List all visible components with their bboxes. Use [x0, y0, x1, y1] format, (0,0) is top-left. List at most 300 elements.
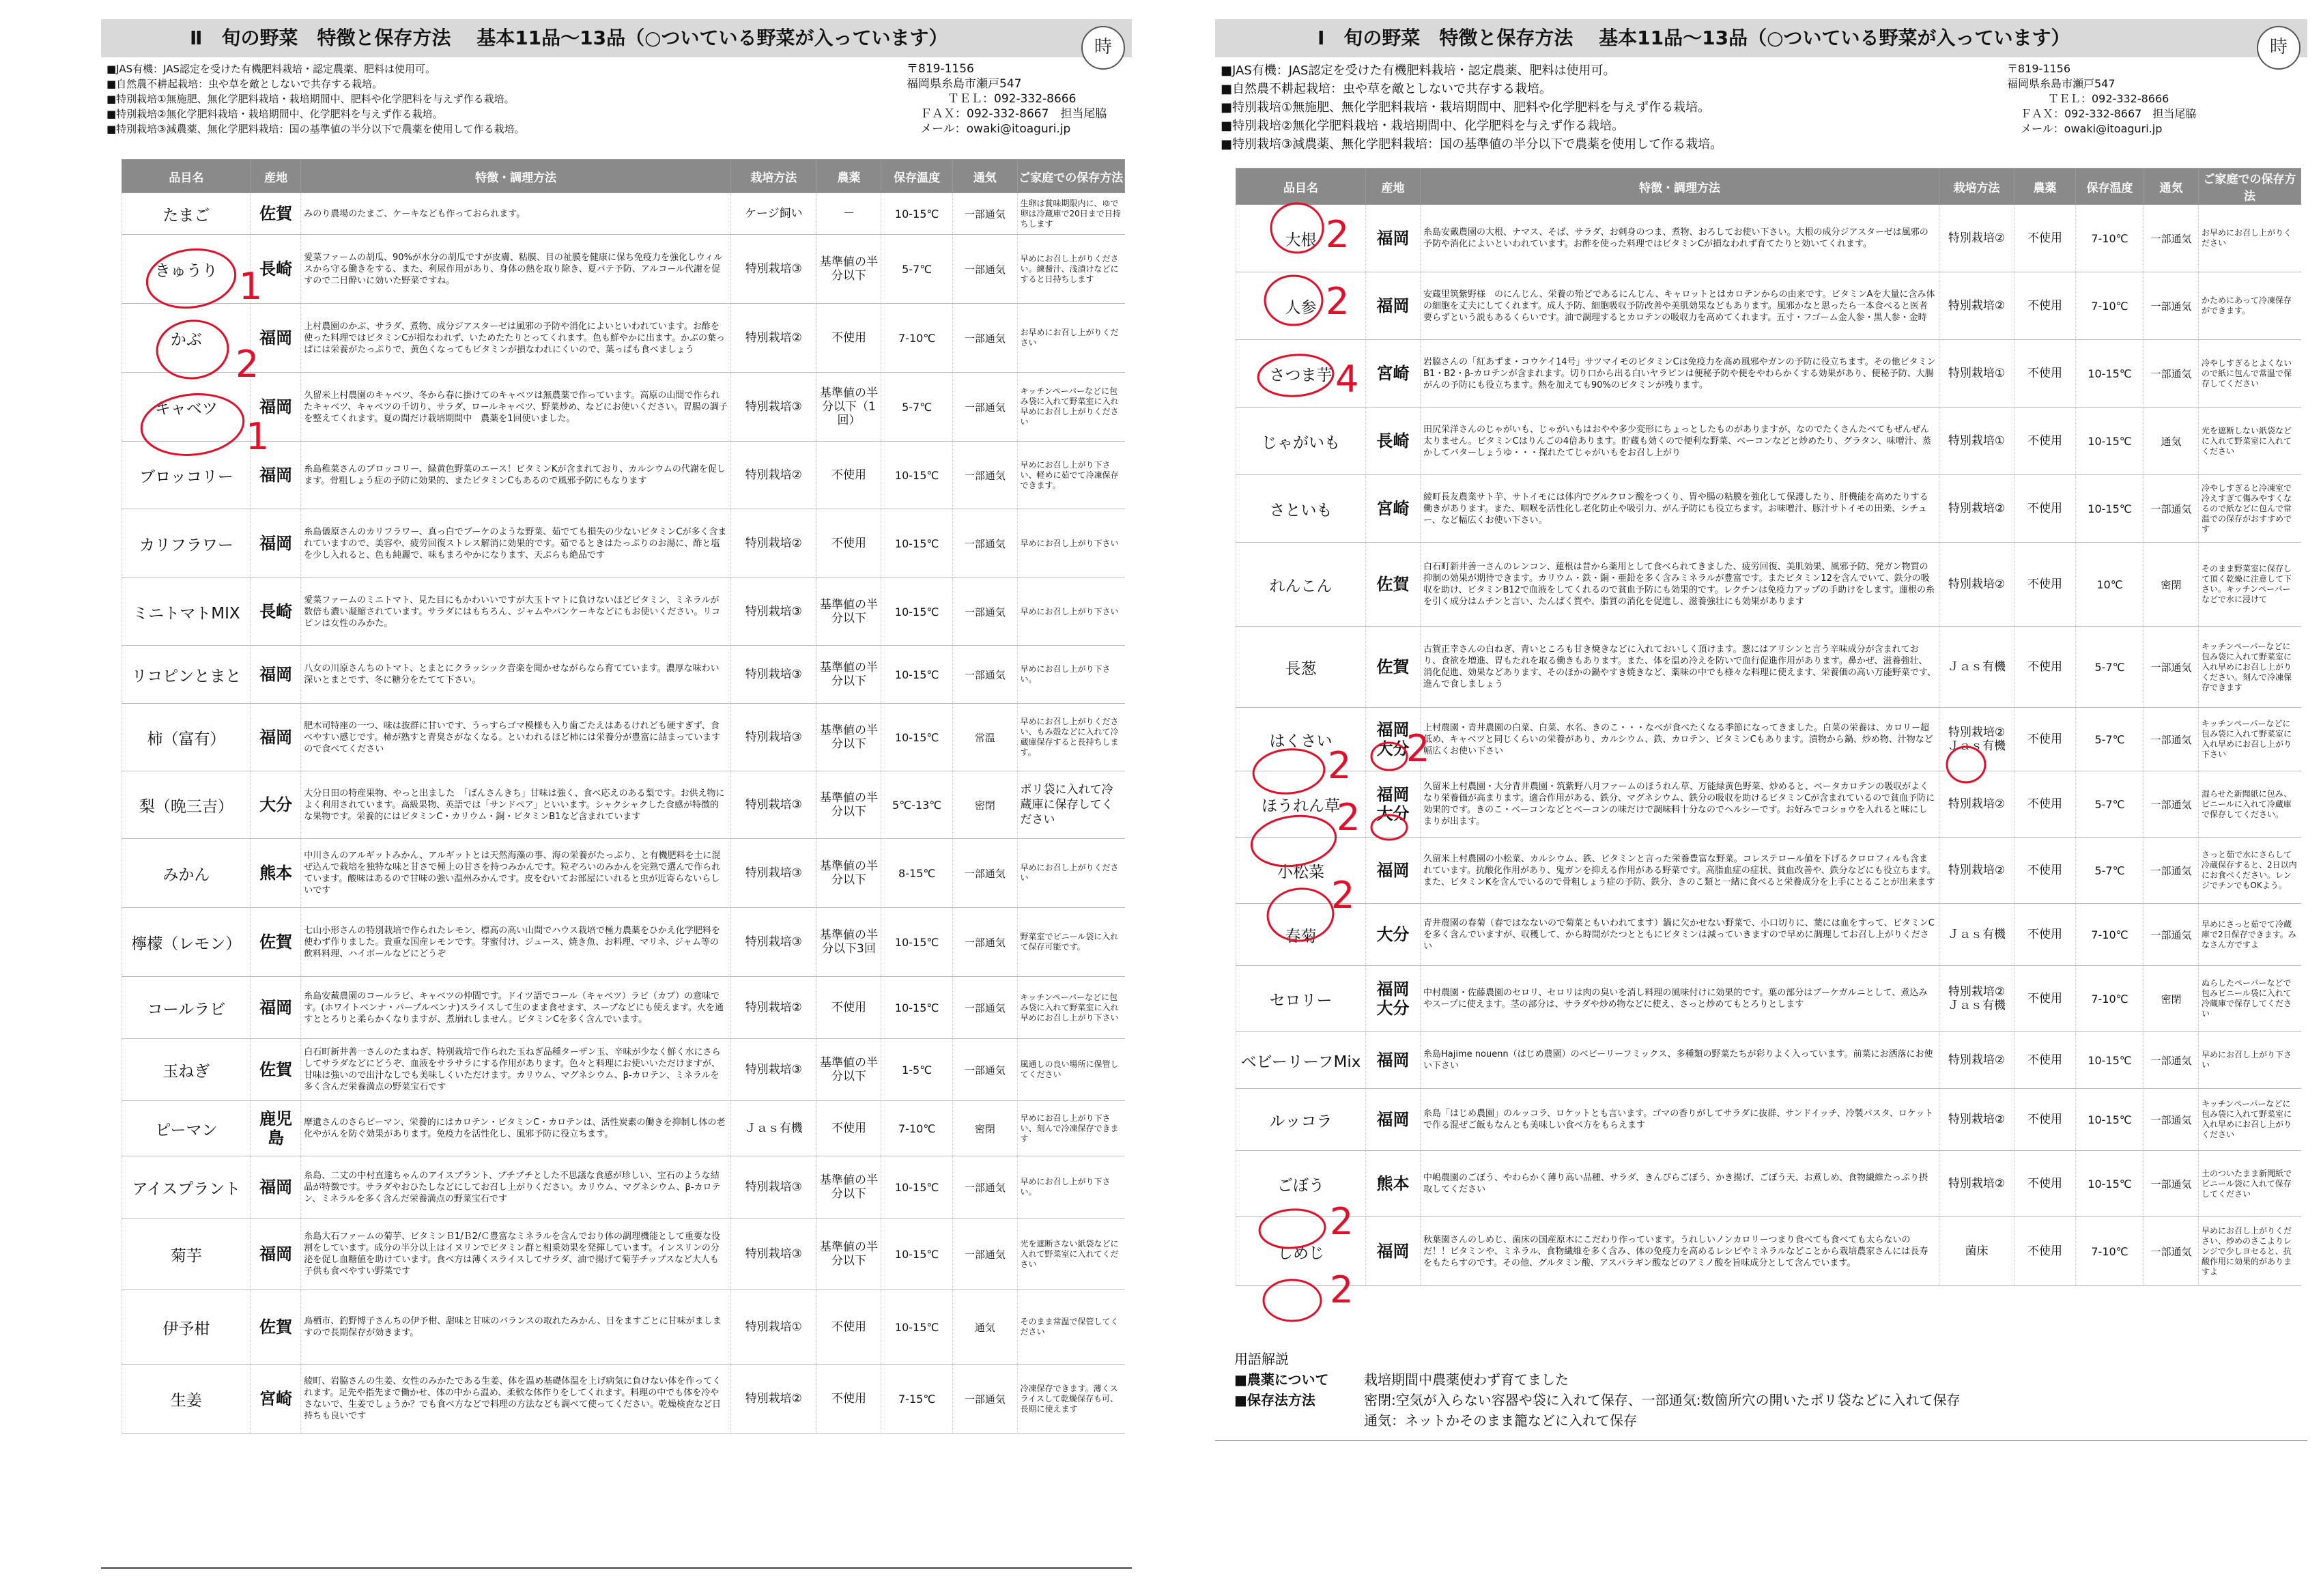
item-origin: 福岡	[1366, 1089, 1421, 1151]
item-cultivation: 特別栽培③	[730, 908, 816, 977]
table-row	[1236, 340, 2301, 408]
item-ventilation: 一部通気	[953, 235, 1017, 304]
person: 担当尾脇	[1060, 107, 1107, 121]
header-temp: 保存温度	[881, 160, 953, 193]
item-pesticide: 不使用	[2014, 708, 2076, 771]
item-ventilation: 一部通気	[2144, 1089, 2199, 1151]
item-ventilation: 密閉	[2144, 966, 2199, 1032]
item-pesticide: 基準値の半分以下（1回）	[816, 373, 881, 442]
item-home-storage: 早めにお召し上がり下さい	[1017, 578, 1124, 646]
item-name: アイスプラント	[122, 1156, 251, 1219]
item-origin: 福岡	[251, 1156, 300, 1219]
item-storage-temp: 10-15℃	[2076, 340, 2144, 408]
item-cultivation: 特別栽培①	[730, 1290, 816, 1365]
address: 福岡県糸島市瀬戸547	[2007, 77, 2116, 90]
item-description: 綾町、岩脇さんの生姜、女性のみかたである生姜、体を温め基礎体温を上げ病気に負けない体を作ってくれます。足先や指先まで働かせ、体の中から温め、柔軟な体作りをしてくれます。料理の中でも体を冷やさないで、生姜でしょうか？でも食べ方などで料理の方法なども調べて使ってください。乾燥検査など日持ちも良いです	[301, 1365, 731, 1434]
item-name: 生姜	[122, 1365, 251, 1434]
item-storage-temp: 1-5℃	[881, 1039, 953, 1101]
item-ventilation: 密閉	[953, 771, 1017, 839]
hand-count: 1	[246, 415, 270, 458]
glossary-text: 密閉:空気が入らない容器や袋に入れて保存、一部通気:数箇所穴の開いたポリ袋などに入れて保存	[1364, 1392, 1961, 1408]
item-storage-temp: 5-7℃	[2076, 838, 2144, 904]
item-cultivation: Ｊａｓ有機	[730, 1101, 816, 1156]
table-row	[122, 771, 1125, 839]
item-storage-temp: 7-10℃	[2076, 205, 2144, 272]
item-ventilation: 通気	[2144, 408, 2199, 475]
item-pesticide: 基準値の半分以下	[816, 771, 881, 839]
header-name: 品目名	[122, 160, 251, 193]
item-ventilation: 一部通気	[953, 509, 1017, 578]
item-storage-temp: 7-10℃	[2076, 966, 2144, 1032]
table-row	[1236, 708, 2301, 771]
item-cultivation: 特別栽培②	[730, 977, 816, 1039]
item-description: 久留米上村農園のキャベツ、冬から春に掛けてのキャベツは無農薬で作っています。高原の山間で作られたキャベツ、キャベツの千切り、サラダ、ロールキャベツ、野菜炒め、などにお使いください。胃腸の調子を整えてくれます。夏の間だけ栽培期間中 農薬を1回使いました。	[301, 373, 731, 442]
header-cult: 栽培方法	[1939, 169, 2014, 205]
table-row	[122, 373, 1125, 442]
item-home-storage: 冷凍保存できます。薄くスライスして乾燥保存も可、長期に使えます	[1017, 1365, 1124, 1434]
item-home-storage: 早めにお召し上がりください、炒めのさこよりレンジで少しヨセると、抗酸作用に効果的がありますよ	[2199, 1217, 2301, 1286]
item-cultivation: 特別栽培②	[1939, 1032, 2014, 1089]
item-cultivation: 特別栽培②	[1939, 543, 2014, 627]
item-pesticide: 不使用	[2014, 1089, 2076, 1151]
shop-logo-icon: 時	[1081, 26, 1125, 70]
item-storage-temp: 10-15℃	[881, 1156, 953, 1219]
table-row	[122, 193, 1125, 235]
item-ventilation: 一部通気	[2144, 1032, 2199, 1089]
item-name: ブロッコリー	[122, 442, 251, 509]
item-cultivation: 特別栽培③	[730, 1039, 816, 1101]
item-origin: 鹿児島	[251, 1101, 300, 1156]
item-ventilation: 密閉	[2144, 543, 2199, 627]
header-name: 品目名	[1236, 169, 1366, 205]
item-cultivation: 特別栽培② Ｊａｓ有機	[1939, 966, 2014, 1032]
item-origin: 佐賀	[1366, 543, 1421, 627]
item-cultivation: 特別栽培③	[730, 373, 816, 442]
item-name: 大根	[1236, 205, 1366, 272]
item-storage-temp: 7-10℃	[2076, 904, 2144, 966]
item-origin: 福岡	[1366, 205, 1421, 272]
item-description: 中川さんのアルギットみかん、アルギットとは天然海藻の事、海の栄養がたっぷり、と有機肥料を土に混ぜ込んで栽培を独特な味と甘さで極上の甘さを持つみかんです。粒ぞろいのみかんを完熟で選んで作られています。酸味はあるので甘味の強い温州みかんです。皮をむいてお部屋にいれると虫が近寄らないらしいです	[301, 839, 731, 908]
item-description: 鳥栖市、釣野博子さんちの伊予柑、甜味と甘味のバランスの取れたみかん、日をますごとに甘味がましますので長期保存が効きます。	[301, 1290, 731, 1365]
item-description: みのり農場のたまご、ケーキなども作っておられます。	[301, 193, 731, 235]
item-home-storage: 風通しの良い場所に保管してください	[1017, 1039, 1124, 1101]
item-origin: 大分	[1366, 904, 1421, 966]
item-storage-temp: 7-10℃	[881, 304, 953, 373]
header-pest: 農薬	[2014, 169, 2076, 205]
header-desc: 特徴・調理方法	[301, 160, 731, 193]
item-home-storage: 土のついたまま新聞紙でビニール袋に入れて保存してください	[2199, 1151, 2301, 1217]
item-storage-temp: 10℃	[2076, 543, 2144, 627]
table-row	[1236, 1217, 2301, 1286]
item-origin: 福岡	[1366, 838, 1421, 904]
item-origin: 福岡	[1366, 272, 1421, 340]
item-ventilation: 一部通気	[953, 442, 1017, 509]
item-storage-temp: 10-15℃	[2076, 408, 2144, 475]
hand-count: 2	[1337, 796, 1361, 839]
item-pesticide: 不使用	[2014, 543, 2076, 627]
glossary-text: 栽培期間中農薬使わず育てました	[1364, 1371, 1569, 1388]
item-ventilation: 一部通気	[953, 1156, 1017, 1219]
item-name: キャベツ	[122, 373, 251, 442]
item-origin: 宮崎	[1366, 340, 1421, 408]
vegetable-table	[1236, 168, 2301, 1286]
table-row	[1236, 838, 2301, 904]
item-name: ごぼう	[1236, 1151, 1366, 1217]
item-origin: 福岡 大分	[1366, 708, 1421, 771]
table-row	[1236, 627, 2301, 708]
item-origin: 福岡	[1366, 1032, 1421, 1089]
item-pesticide: 基準値の半分以下	[816, 235, 881, 304]
item-description: 久留米上村農園の小松菜、カルシウム、鉄、ビタミンと言った栄養豊富な野菜。コレステロール値を下げるクロロフィルも含まれています。抗酸化作用があり、鬼ガンを抑える作用がある野菜です。高脂血症の症状、貧血改善や、鉄分などにも役立ちます。また、ビタミンKを含んでいるので骨粗しょう症の予防、鉄分、きのこ類と一緒に食べると栄養成分を上手にとることが出来ます	[1421, 838, 1939, 904]
hand-count: 2	[1328, 744, 1352, 787]
header-home: ご家庭での保存方法	[1017, 160, 1124, 193]
item-ventilation: 一部通気	[953, 578, 1017, 646]
item-name: 小松菜	[1236, 838, 1366, 904]
table-row	[1236, 205, 2301, 272]
item-ventilation: 一部通気	[953, 373, 1017, 442]
item-cultivation: 特別栽培② Ｊａｓ有機	[1939, 708, 2014, 771]
item-description: 八女の川原さんちのトマト、とまとにクラッシック音楽を聞かせながらなら育てています。濃厚な味わい深いとまとです、冬に糖分をたてて下さい。	[301, 646, 731, 704]
divider	[101, 1567, 1132, 1569]
item-home-storage: キッチンペーパーなどに包み袋に入れて野菜室に入れ早めにお召し上がりください	[2199, 1089, 2301, 1151]
item-description: 白石町新井善一さんのたまねぎ、特別栽培で作られた玉ねぎ品種ターザン玉、辛味が少なく鮮く水にさらしてサラダなどにどうぞ、血液をサラサラにする作用があります。色々と料理にお使いいただけますが、甘味は強いので出汁なしでも美味しくいただけます。カリウム、マグネシウム、β-カロテン、ミネラルを多く含んだ栄養満点の野菜宝石です	[301, 1039, 731, 1101]
table-row	[1236, 1089, 2301, 1151]
item-origin: 長崎	[251, 235, 300, 304]
fax-line	[2007, 106, 2196, 122]
item-name: 柿（富有）	[122, 704, 251, 771]
item-name: 長葱	[1236, 627, 1366, 708]
item-description: 糸島稚菜さんのブロッコリー、緑黄色野菜のエース！ビタミンKが含まれており、カルシウムの代謝を促します。骨粗しょう症の予防に効果的、またビタミンCもあるので風邪予防にもなります	[301, 442, 731, 509]
item-pesticide: 基準値の半分以下	[816, 839, 881, 908]
item-description: 綾町長友農業サト芋、サトイモには体内でグルクロン酸をつくり、胃や腸の粘膜を強化して保護したり、肝機能を高めたりする働きがあります。また、咽喉を活性化し老化防止や吸引力、がん予防にも役立ちます。お味噌汁、豚汁サトイモの田楽、シチュー、など幅広くお使い下さい。	[1421, 475, 1939, 543]
table-row	[1236, 904, 2301, 966]
item-cultivation: 特別栽培②	[730, 1365, 816, 1434]
item-description: 肥木司特座の一つ、味は抜群に甘いです、うっすらゴマ模様も入り歯ごたえはあるけれども硬すぎず、食べやすい感じです。柿が熟すと青臭さがなくなる。といわれるほど柿には栄養分が豊富に詰まっていますので食べてください	[301, 704, 731, 771]
item-cultivation: 特別栽培③	[730, 1219, 816, 1290]
note-line: ■特別栽培②無化学肥料栽培・栽培期間中、化学肥料を与えず作る栽培。	[1221, 119, 1625, 133]
item-storage-temp: 10-15℃	[881, 1290, 953, 1365]
table-row	[1236, 1032, 2301, 1089]
item-name: ピーマン	[122, 1101, 251, 1156]
note-line: ■JAS有機：JAS認定を受けた有機肥料栽培・認定農薬、肥料は使用可。	[1221, 63, 1616, 78]
header-origin: 産地	[1366, 169, 1421, 205]
item-ventilation: 一部通気	[953, 1219, 1017, 1290]
table-row	[122, 646, 1125, 704]
item-name: かぶ	[122, 304, 251, 373]
item-pesticide: 不使用	[2014, 340, 2076, 408]
note-line: ■特別栽培③減農薬、無化学肥料栽培：国の基準値の半分以下で農薬を使用して作る栽培。	[106, 123, 525, 135]
item-cultivation: Ｊａｓ有機	[1939, 904, 2014, 966]
item-storage-temp: 8-15℃	[881, 839, 953, 908]
item-pesticide: 不使用	[2014, 771, 2076, 838]
item-ventilation: 密閉	[953, 1101, 1017, 1156]
item-cultivation: 特別栽培③	[730, 839, 816, 908]
item-description: 糸島儀原さんのカリフラワー、真っ白でブーケのような野菜、茹でても損失の少ないビタミンCが多く含まれていますので、美容や、疲労回復ストレス解消に効果的です。茹でるときはたっぷりのお湯に、酢と塩を少し入れると、色も純麗で、味もまろやかになります、天ぷらも絶品です	[301, 509, 731, 578]
item-storage-temp: 10-15℃	[881, 578, 953, 646]
item-cultivation: 特別栽培③	[730, 1156, 816, 1219]
item-description: 上村農園・青井農園の白菜、白菜、水名、きのこ・・・なべが食べたくなる季節になってきました。白菜の栄養は、カロリー超低め、キャベツと同じくらいの栄養があり、カルシウム、鉄、カロテン、ビタミンCもあります。漬物から鍋、炒め物、汁物など幅広くお使い下さい	[1421, 708, 1939, 771]
right-sheet	[1215, 19, 2307, 1446]
item-cultivation: 特別栽培②	[1939, 838, 2014, 904]
item-cultivation: Ｊａｓ有機	[1939, 627, 2014, 708]
item-cultivation: 特別栽培②	[730, 304, 816, 373]
item-description: 糸島「はじめ農園」のルッコラ、ロケットとも言います。ゴマの香りがしてサラダに抜群、サンドイッチ、冷製パスタ、ロケットで作る混ぜご飯もなんとも美味しい食べ方をもらえます	[1421, 1089, 1939, 1151]
item-storage-temp: 7-10℃	[2076, 1217, 2144, 1286]
table-row	[122, 1101, 1125, 1156]
item-origin: 佐賀	[251, 1039, 300, 1101]
item-description: 田尻栄洋さんのじゃがいも、じゃがいもはおやや多少変形にちょっとしたものがありますが、なのでたくさんたべてもぜんぜん太りません。ビタミンCはりんごの4倍あります。貯蔵も効くので便利な野菜、ベーコンなどと炒めたり、グラタン、味噌汁、蒸かしてバターしょうゆ・・・探れたてじゃがいもをお召し上がり	[1421, 408, 1939, 475]
item-name: じゃがいも	[1236, 408, 1366, 475]
item-home-storage: 冷やしすぎると冷凍室で冷えすぎて傷みやすくなるので紙などに包んで常温での保存がおすすめです	[2199, 475, 2301, 543]
item-pesticide: 不使用	[2014, 1151, 2076, 1217]
item-home-storage: 野菜室でビニール袋に入れて保存可能です。	[1017, 908, 1124, 977]
item-name: さといも	[1236, 475, 1366, 543]
item-origin: 福岡	[251, 304, 300, 373]
item-cultivation: 特別栽培②	[1939, 1151, 2014, 1217]
address: 福岡県糸島市瀬戸547	[907, 77, 1022, 91]
table-row	[122, 1290, 1125, 1365]
item-home-storage: 早めにお召し上がりください。練醤汁、浅漬けなどにすると日持ちします	[1017, 235, 1124, 304]
note-line: ■特別栽培②無化学肥料栽培・栽培期間中、化学肥料を与えず作る栽培。	[106, 108, 443, 120]
item-name: 檸檬（レモン）	[122, 908, 251, 977]
item-description: 古賀正幸さんの白ねぎ、青いところも甘き焼きなどに入れておいしく頂けます。葱にはアリシンと言う辛味成分が含まれており、食欲を増進、胃もたれを取る働きもあります。また、体を温め冷えを防いで血行促進作用があります。鼻かぜ、滋養強壮、消化促進、効果などあります、そのほかの鍋やすき焼きなど、薬味の中でも様々な料理に使えます、栄養価の高い万能野菜です、進んで食しましょう	[1421, 627, 1939, 708]
item-pesticide: 不使用	[816, 1365, 881, 1434]
header-cult: 栽培方法	[730, 160, 816, 193]
item-home-storage: お早めにお召し上がりください	[1017, 304, 1124, 373]
item-description: 上村農園のかぶ、サラダ、煮物、成分ジアスターゼは風邪の予防や消化によいといわれています。お酢を使った料理ではビタミンCが損なわれず、いためたたりとってくれます。色も鮮やかに出ます。かぶの葉っぱには栄養がたっぷりで、黄色くなってもビタミンが損なわれにくいので、葉っぱも食べましょう	[301, 304, 731, 373]
hand-count: 2	[1330, 1268, 1354, 1311]
item-home-storage: そのまま常温で保管してください	[1017, 1290, 1124, 1365]
item-storage-temp: 10-15℃	[2076, 1151, 2144, 1217]
contact-block	[907, 61, 1107, 137]
note-line: ■特別栽培①無施肥、無化学肥料栽培・栽培期間中、肥料や化学肥料を与えず作る栽培。	[106, 93, 515, 105]
item-cultivation: 特別栽培③	[730, 235, 816, 304]
table-row	[122, 839, 1125, 908]
table-row	[122, 304, 1125, 373]
item-origin: 佐賀	[251, 908, 300, 977]
item-origin: 福岡	[251, 704, 300, 771]
item-name: カリフラワー	[122, 509, 251, 578]
table-row	[122, 1039, 1125, 1101]
item-home-storage: 早めにさっと茹でて冷蔵庫で2日保存できます。みなさん方ですよ	[2199, 904, 2301, 966]
item-storage-temp: 10-15℃	[881, 908, 953, 977]
item-description: 白石町新井善一さんのレンコン、蓮根は昔から薬用として食べられてきました、疲労回復、美肌効果、風邪予防、発ガン物質の抑制の効果が期待できます。カリウム・鉄・銅・亜鉛を多く含みミネラルが豊富です。またビタミン12を含んでいて、鉄分の吸収を助け、ビタミンB12で血液をしてくれるので貧血予防にも効果的です。レクチンは免疫力アップの手助けをします。蓮根の糸を引く成分はムチンと言い、たんぱく質や、脂質の消化を促進し、滋養強壮にも効果があります	[1421, 543, 1939, 627]
item-pesticide: 不使用	[2014, 1217, 2076, 1286]
item-description: 摩遺さんのさらピーマン、栄養的にはカロテン・ビタミンC・カロテンは、活性炭素の働きを抑制し体の老化やがんを防ぐ効果があります。免疫力を活性化し、風邪予防に役立ちます。	[301, 1101, 731, 1156]
table-row	[1236, 771, 2301, 838]
item-pesticide: 不使用	[2014, 966, 2076, 1032]
item-origin: 佐賀	[251, 1290, 300, 1365]
item-ventilation: 一部通気	[2144, 205, 2199, 272]
item-ventilation: 一部通気	[2144, 708, 2199, 771]
table-row	[122, 977, 1125, 1039]
table-row	[1236, 1151, 2301, 1217]
glossary-item	[1234, 1390, 1960, 1410]
item-home-storage: キッチンペーパーなどに包み袋に入れて野菜室に入れ早めにお召し上がり下さい	[2199, 708, 2301, 771]
item-ventilation: 一部通気	[2144, 340, 2199, 408]
item-pesticide: 不使用	[2014, 475, 2076, 543]
item-cultivation: 特別栽培①	[1939, 340, 2014, 408]
item-description: 糸島、二丈の中村直達ちゃんのアイスプラント、プチプチとした不思議な食感が珍しい、宝石のような結晶が特徴です。サラダやおひたしなどにしてお召し上がりください。カリウム、マグネシウム、β-カロテン、ミネラルを多く含んだ栄養満点の野菜宝石です	[301, 1156, 731, 1219]
item-ventilation: 一部通気	[953, 1365, 1017, 1434]
item-pesticide: 不使用	[2014, 272, 2076, 340]
item-origin: 福岡	[251, 977, 300, 1039]
item-pesticide: 不使用	[816, 977, 881, 1039]
table-row	[122, 235, 1125, 304]
item-ventilation: 一部通気	[2144, 1217, 2199, 1286]
fax: ＦＡＸ：092-332-8667	[920, 107, 1049, 121]
item-origin: 大分	[251, 771, 300, 839]
item-name: コールラビ	[122, 977, 251, 1039]
table-row	[122, 1219, 1125, 1290]
item-storage-temp: 7-15℃	[881, 1365, 953, 1434]
item-ventilation: 常温	[953, 704, 1017, 771]
hand-count: 2	[1406, 727, 1430, 770]
item-description: 七山小形さんの特別栽培で作られたレモン、標高の高い山間でハウス栽培で極力農薬をひかえ化学肥料を使わず作りました。貴重な国産レモンです。芽蜜付け、ジュース、焼き魚、お料理、マリネ、ジャム等の飲料料理、ハイボールなどにどうぞ	[301, 908, 731, 977]
item-cultivation: 特別栽培②	[1939, 1089, 2014, 1151]
sheet-title: Ⅰ 旬の野菜 特徴と保存方法 基本11品～13品（○ついている野菜が入っています）	[1215, 19, 2307, 57]
item-origin: 福岡 大分	[1366, 966, 1421, 1032]
item-cultivation: 特別栽培③	[730, 771, 816, 839]
item-origin: 長崎	[1366, 408, 1421, 475]
header-home: ご家庭での保存方法	[2199, 169, 2301, 205]
item-ventilation: 一部通気	[2144, 475, 2199, 543]
item-cultivation: 特別栽培③	[730, 646, 816, 704]
item-ventilation: 一部通気	[2144, 627, 2199, 708]
item-home-storage: 早めにお召し上がり下さい、刻んで冷凍保存できます	[1017, 1101, 1124, 1156]
item-pesticide: 不使用	[816, 304, 881, 373]
table-row	[122, 578, 1125, 646]
item-description: 岩脇さんの「紅あずま・コウケイ14号」サツマイモのビタミンCは免疫力を高め風邪やガンの予防に役立ちます。その他ビタミンB1・B2・β-カロテンが含まれます。切り口から出る白いヤラピンは便秘予防や便をやわらかくする効果があり、便秘予防、大腸がんの予防にも役立ちます。熱を加えても90%のビタミンが残ります。	[1421, 340, 1939, 408]
note-line: ■特別栽培③減農薬、無化学肥料栽培：国の基準値の半分以下で農薬を使用して作る栽培。	[1221, 137, 1723, 152]
item-home-storage: 光を遮断さない紙袋などに入れて野菜室に入れてください	[1017, 1219, 1124, 1290]
item-pesticide: 不使用	[2014, 904, 2076, 966]
item-name: しめじ	[1236, 1217, 1366, 1286]
item-pesticide: 不使用	[816, 509, 881, 578]
cultivation-notes	[1221, 61, 1958, 154]
table-row	[122, 704, 1125, 771]
item-description: 秋葉園さんのしめじ、菌床の国産原木にこだわり作っています。うれしいノンカロリーつまり食べても食べても太らないのだ！！ビタミンや、ミネラル、食物繊維を多く含み、体の免疫力を高めるレシピやミネラルなどことから栽培農家さんには長寿をもたらすのです。その他、グルタミン酸、アスパラギン酸などのアミノ酸を旨味成分として含んでいます。	[1421, 1217, 1939, 1286]
header-vent: 通気	[2144, 169, 2199, 205]
item-storage-temp: 10-15℃	[881, 193, 953, 235]
item-origin: 熊本	[1366, 1151, 1421, 1217]
item-origin: 長崎	[251, 578, 300, 646]
item-description: 愛菜ファームのミニトマト、見た目にもかわいいですが大玉トマトに負けないほどビタミン、ミネラルが数倍も濃い凝縮されています。サラダにはもちろん、ジャムやパンケーキなどにもお使いください。リコピンは女性のみかた。	[301, 578, 731, 646]
postal-code: 〒819-1156	[2007, 62, 2071, 75]
tel: ＴＥＬ：092-332-8666	[948, 92, 1077, 106]
item-home-storage: 生卵は賞味期限内に、ゆで卵は冷蔵庫で20日まで日持ちします	[1017, 193, 1124, 235]
item-origin: 福岡	[1366, 1217, 1421, 1286]
glossary-item	[1234, 1369, 1960, 1390]
item-pesticide: 不使用	[2014, 1032, 2076, 1089]
note-line: ■特別栽培①無施肥、無化学肥料栽培・栽培期間中、肥料や化学肥料を与えず作る栽培。	[1221, 100, 1711, 115]
item-ventilation: 一部通気	[2144, 771, 2199, 838]
glossary-item	[1234, 1410, 1960, 1431]
header-temp: 保存温度	[2076, 169, 2144, 205]
item-ventilation: 一部通気	[953, 193, 1017, 235]
fax: ＦＡＸ：092-332-8667	[2021, 107, 2142, 120]
item-cultivation: 特別栽培②	[1939, 272, 2014, 340]
item-storage-temp: 10-15℃	[881, 646, 953, 704]
hand-count: 2	[1330, 1200, 1354, 1243]
table-row	[1236, 475, 2301, 543]
item-home-storage: キッチンペーパーなどに包み袋に入れて野菜室に入れ早めにお召し上がりください。刻んで冷凍保存できます	[2199, 627, 2301, 708]
item-description: 愛菜ファームの胡瓜、90%が水分の胡瓜ですが皮膚、粘膜、目の祉膜を健康に保ち免疫力を強化しウィルスから守る働きをする、また、利尿作用があり、身体の熱を取り除き、夏バテ予防、アルコール代謝を促すので二日酔いに効いた野菜ですね。	[301, 235, 731, 304]
item-storage-temp: 5℃-13℃	[881, 771, 953, 839]
item-pesticide: －	[816, 193, 881, 235]
header-pest: 農薬	[816, 160, 881, 193]
table-row	[122, 908, 1125, 977]
item-description: 糸島大石ファームの菊芋、ビタミンＢ1/Ｂ2/Ｃ豊富なミネラルを含んでおり体の調理機能として重要な役割をしています。成分の半分以上はイヌリンでビタミン群と相乗効果を発揮しています。インスリンの分泌を促し血糖値を助けています。食べ方は薄くスライスしてサラダ、油で揚げて菊芋チップスなど大人も子供も食べやすい野菜です	[301, 1219, 731, 1290]
item-cultivation: 特別栽培②	[1939, 475, 2014, 543]
item-cultivation: 特別栽培②	[1939, 771, 2014, 838]
item-name: 春菊	[1236, 904, 1366, 966]
hand-count: 2	[1326, 213, 1350, 256]
item-origin: 宮崎	[251, 1365, 300, 1434]
item-name: 菊芋	[122, 1219, 251, 1290]
sheet-title: Ⅱ 旬の野菜 特徴と保存方法 基本11品～13品（○ついている野菜が入っています）	[101, 19, 1132, 57]
item-name: はくさい	[1236, 708, 1366, 771]
item-description: 中村農園・佐藤農園のセロリ、セロリは肉の臭いを消し料理の風味付けに効果的です。葉の部分はブーケガルニとして、煮込みやスープに使えます。茎の部分は、サラダや炒め物などに使え、さっと炒めてもとろりとします	[1421, 966, 1939, 1032]
item-name: ほうれん草	[1236, 771, 1366, 838]
mail: メール：owaki@itoaguri.jp	[920, 122, 1071, 136]
item-name: れんこん	[1236, 543, 1366, 627]
person: 担当尾脇	[2152, 107, 2197, 120]
item-cultivation: 特別栽培②	[730, 509, 816, 578]
item-storage-temp: 10-15℃	[2076, 1032, 2144, 1089]
item-home-storage: 早めにお召し上がり下さい、軽めに茹でて冷凍保存できます。	[1017, 442, 1124, 509]
left-sheet	[101, 19, 1132, 1569]
note-line: ■自然農不耕起栽培：虫や草を敵としないで共存する栽培。	[1221, 82, 1552, 96]
item-pesticide: 基準値の半分以下	[816, 578, 881, 646]
item-home-storage: そのまま野菜室に保存して頂く乾燥に注意して下さい。キッチンペーパーなどで水に浸けて	[2199, 543, 2301, 627]
shop-logo-icon: 時	[2257, 26, 2301, 70]
note-line: ■JAS有機：JAS認定を受けた有機肥料栽培・認定農薬、肥料は使用可。	[106, 63, 436, 75]
item-name: ルッコラ	[1236, 1089, 1366, 1151]
item-origin: 福岡 大分	[1366, 771, 1421, 838]
hand-count: 2	[1331, 874, 1355, 917]
item-description: 久留米上村農園・大分青井農園・筑紫野八月ファームのほうれん草、万能緑黄色野菜、炒めると、ベータカロテンの吸収がよくなり栄養価が高まります。適合作用がある、鉄分、マグネシウム、鉄分の吸収を助けるビタミンCが含まれているので貧血予防に効果的です。きのこ・ベーコンなどとベーコンの味だけで調味料十分なのでヘルシーです。お好みでコショウを入れると味にしまりが出ます。	[1421, 771, 1939, 838]
item-pesticide: 不使用	[2014, 408, 2076, 475]
item-ventilation: 一部通気	[2144, 838, 2199, 904]
item-pesticide: 不使用	[2014, 627, 2076, 708]
item-ventilation: 一部通気	[2144, 904, 2199, 966]
table-row	[1236, 543, 2301, 627]
item-origin: 福岡	[251, 1219, 300, 1290]
glossary-label: ■農薬について	[1234, 1371, 1329, 1388]
postal-code: 〒819-1156	[907, 62, 974, 76]
item-cultivation: 特別栽培③	[730, 578, 816, 646]
item-description: 大分日田の特産果物、やっと出ました 「ばんさんきち」甘味は強く、食べ応えのある梨です。お供え物によく利用されています。高級果物、英語では「サンドペア」といいます。シャクシャクした食感が特徴的な果物です。栄養的にはビタミンC・カリウム・銅・ビタミンB1など含まれています	[301, 771, 731, 839]
item-storage-temp: 5-7℃	[2076, 771, 2144, 838]
item-description: 糸島Hajime nouenn（はじめ農園）のベビーリーフミックス、多種類の野菜たちが彩りよく入っています。前菜にお洒落にお使い下さい	[1421, 1032, 1939, 1089]
item-pesticide: 基準値の半分以下	[816, 646, 881, 704]
item-pesticide: 基準値の半分以下	[816, 1039, 881, 1101]
fax-line	[907, 106, 1107, 122]
item-home-storage: さっと茹で水にさらして冷蔵保存すると、2日以内にお食べください。レンジでチンでもOKよう。	[2199, 838, 2301, 904]
item-origin: 福岡	[251, 373, 300, 442]
table-header	[1236, 169, 2301, 205]
item-origin: 福岡	[251, 646, 300, 704]
header-origin: 産地	[251, 160, 300, 193]
item-pesticide: 基準値の半分以下	[816, 1156, 881, 1219]
hand-count: 2	[1326, 280, 1350, 323]
item-cultivation: 特別栽培③	[730, 704, 816, 771]
table-header	[122, 160, 1125, 193]
item-home-storage: ポリ袋に入れて冷蔵庫に保存してください	[1017, 771, 1124, 839]
item-home-storage: 早めにお召し上がりください、もみ殻などに入れて冷蔵庫保存すると長持ちします。	[1017, 704, 1124, 771]
item-cultivation: 菌床	[1939, 1217, 2014, 1286]
